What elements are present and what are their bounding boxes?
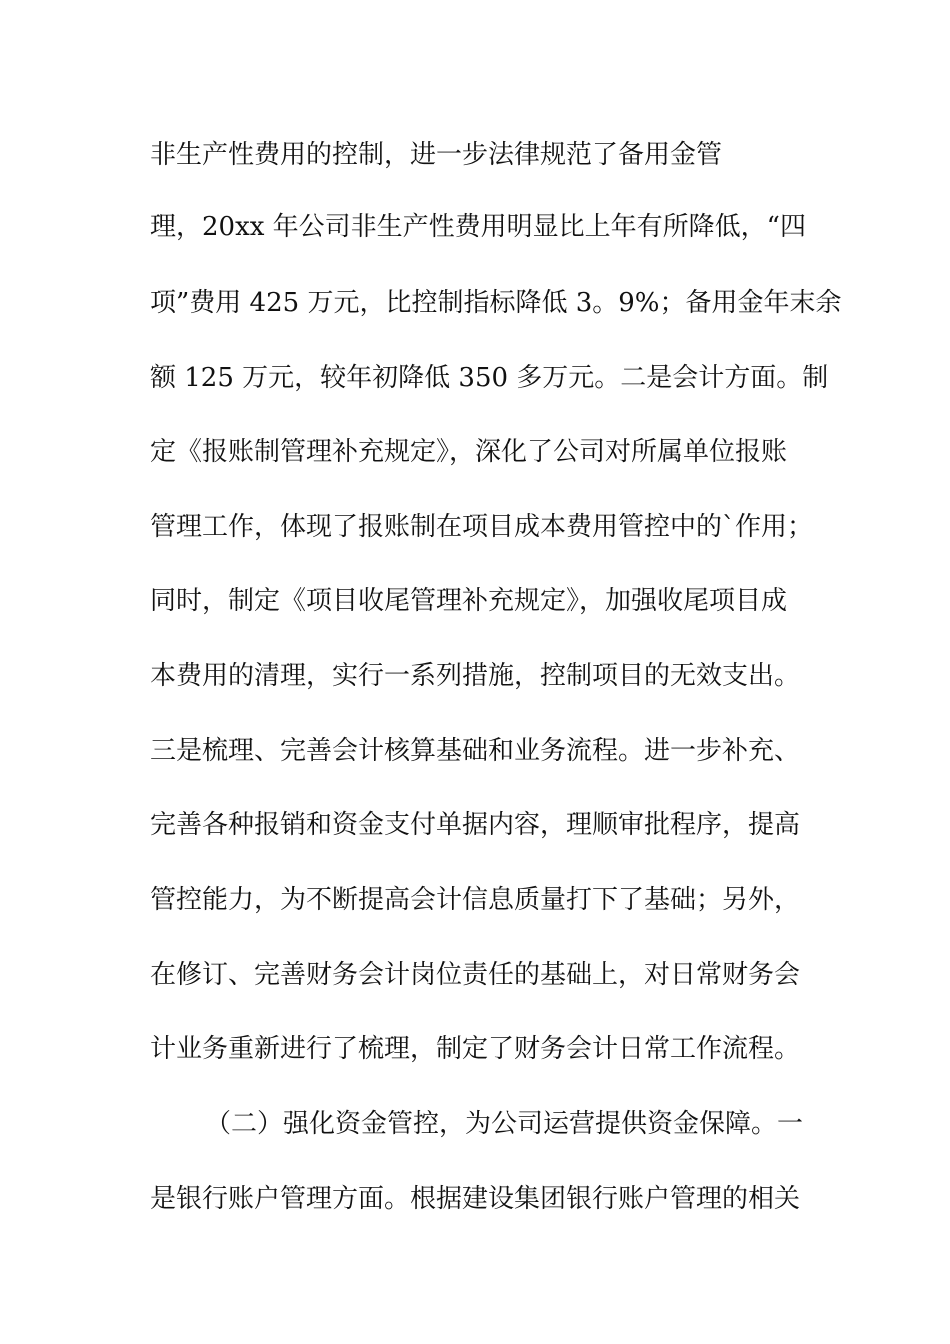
paragraph-heading-line: （二）强化资金管控，为公司运营提供资金保障。一: [205, 1109, 804, 1139]
text-line: 完善各种报销和资金支付单据内容，理顺审批程序，提高: [150, 810, 801, 840]
text-line: 是银行账户管理方面。根据建设集团银行账户管理的相关: [150, 1184, 801, 1214]
text-line: 项”费用 425 万元，比控制指标降低 3。9%；备用金年末余: [150, 288, 842, 318]
text-line: 在修订、完善财务会计岗位责任的基础上，对日常财务会: [150, 960, 801, 990]
text-line: 管理工作，体现了报账制在项目成本费用管控中的`作用；: [150, 512, 814, 542]
text-line: 同时，制定《项目收尾管理补充规定》，加强收尾项目成: [150, 586, 788, 616]
text-line: 三是梳理、完善会计核算基础和业务流程。进一步补充、: [150, 736, 801, 766]
text-line: 理，20xx 年公司非生产性费用明显比上年有所降低，“四: [150, 212, 806, 242]
text-line: 定《报账制管理补充规定》，深化了公司对所属单位报账: [150, 437, 788, 467]
text-line: 计业务重新进行了梳理，制定了财务会计日常工作流程。: [150, 1034, 801, 1064]
text-line: 本费用的清理，实行一系列措施，控制项目的无效支出。: [150, 661, 801, 691]
text-line: 管控能力，为不断提高会计信息质量打下了基础；另外，: [150, 885, 801, 915]
text-line: 非生产性费用的控制，进一步法律规范了备用金管: [150, 140, 723, 170]
text-line: 额 125 万元，较年初降低 350 多万元。二是会计方面。制: [150, 363, 829, 393]
